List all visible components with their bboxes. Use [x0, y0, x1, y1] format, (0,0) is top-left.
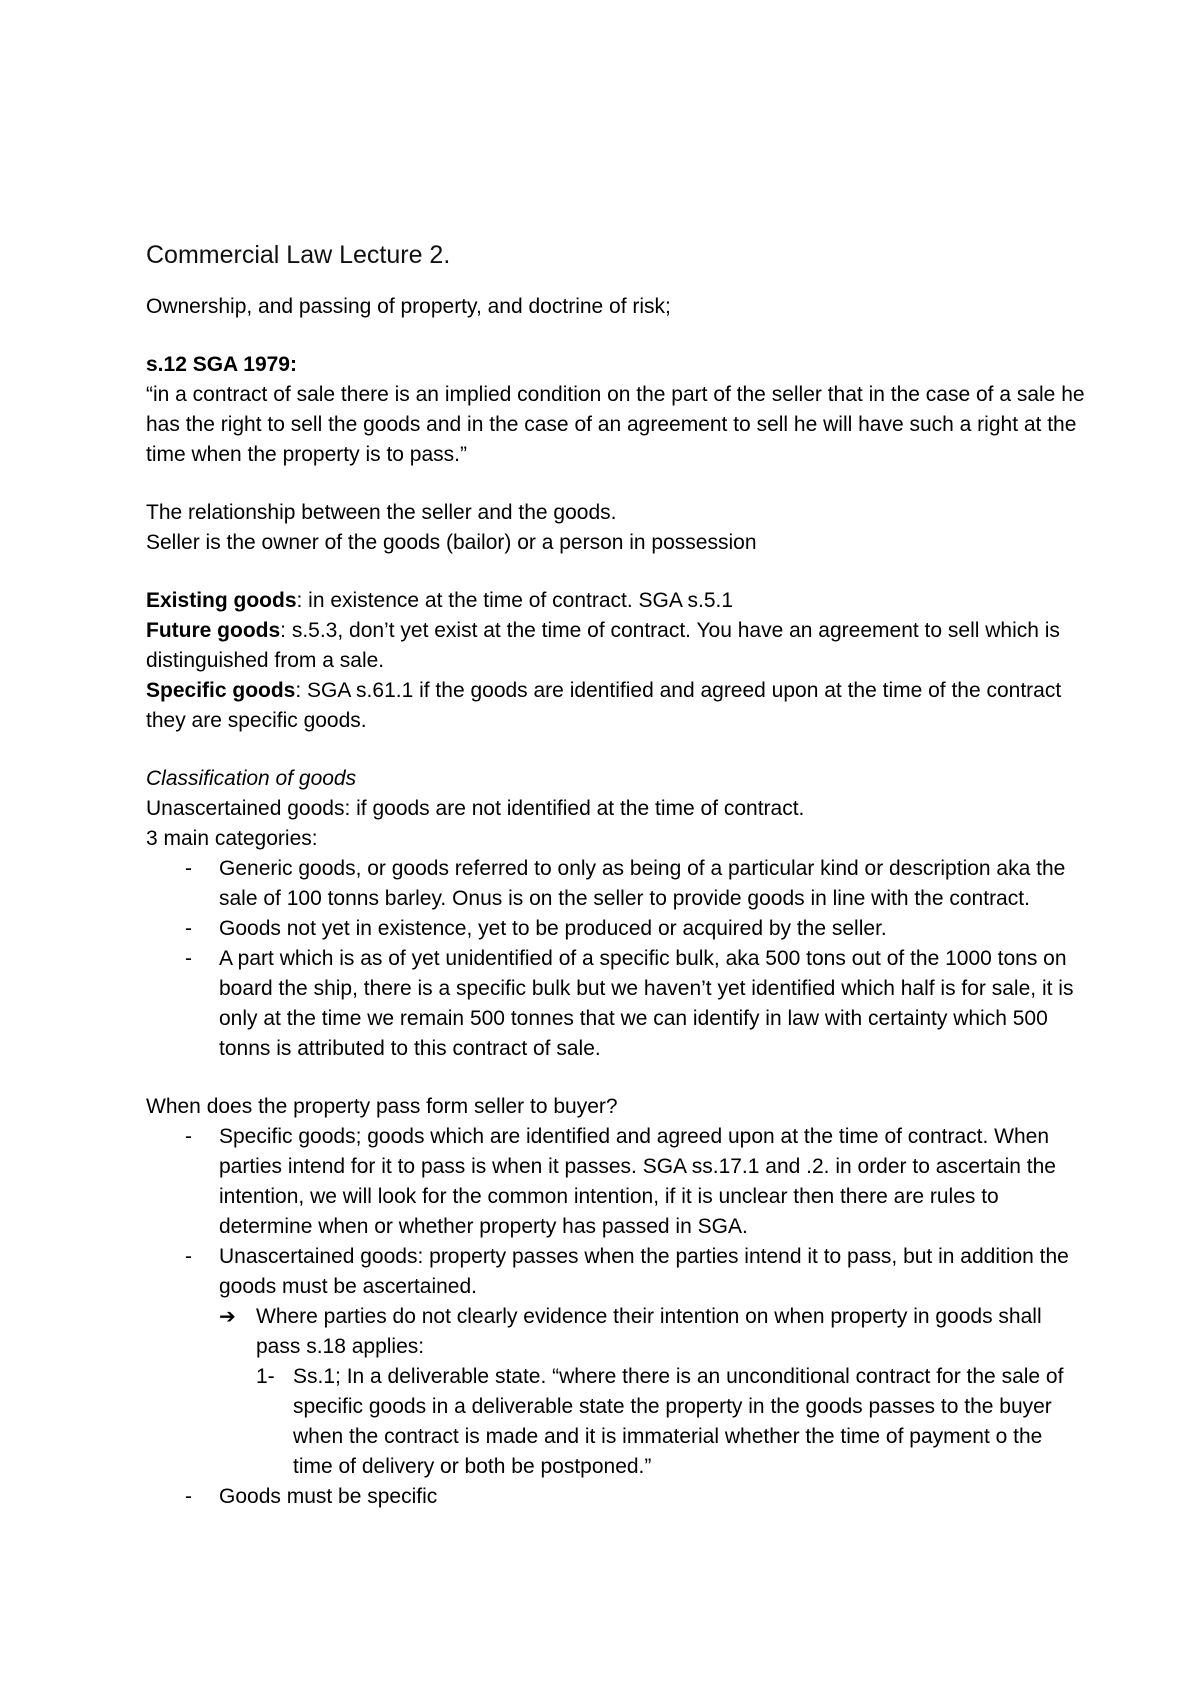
passing-list-continued: [146, 1482, 1086, 1512]
existing-goods-line: [146, 586, 1086, 616]
dash-marker: -: [185, 857, 192, 880]
dash-marker: -: [185, 947, 192, 970]
list-item: [146, 1242, 1086, 1302]
topic-line: Ownership, and passing of property, and doctrine of risk;: [146, 295, 671, 318]
document-body: [146, 240, 1086, 1512]
arrow-item-text: Where parties do not clearly evidence their intention on when property in goods shall pass s.18 applies:: [256, 1305, 1042, 1358]
list-item: [146, 854, 1086, 914]
list-item: [146, 1482, 1086, 1512]
list-item-text: Goods must be specific: [219, 1485, 438, 1508]
list-item-text: Specific goods; goods which are identified and agreed upon at the time of contract. When parties intend for it to pass is when it passes. SGA ss.17.1 and .2. in order to ascertain the intention, we will look for the common intention, if it is unclear then there are rules to determine when or whether property has passed in SGA.: [219, 1125, 1056, 1238]
numbered-list-item: [256, 1362, 1086, 1482]
list-item: [146, 914, 1086, 944]
categories-intro: 3 main categories:: [146, 827, 318, 850]
passing-section: [146, 1092, 1086, 1512]
arrow-list-item: [219, 1302, 1086, 1362]
future-goods-term: Future goods: [146, 619, 281, 642]
classification-section: [146, 764, 1086, 1064]
sga12-section: [146, 350, 1086, 470]
unascertained-definition: Unascertained goods: if goods are not identified at the time of contract.: [146, 797, 805, 820]
existing-goods-text: : in existence at the time of contract. SGA s.5.1: [296, 589, 734, 612]
specific-goods-term: Specific goods: [146, 679, 296, 702]
dash-marker: -: [185, 1125, 192, 1148]
list-item-text: Unascertained goods: property passes when the parties intend it to pass, but in addition the goods must be ascertained.: [219, 1245, 1069, 1298]
categories-list: [146, 854, 1086, 1064]
existing-goods-term: Existing goods: [146, 589, 297, 612]
passing-list: [146, 1122, 1086, 1302]
sga12-heading: s.12 SGA 1979:: [146, 353, 297, 376]
list-item-text: Generic goods, or goods referred to only as being of a particular kind or description aka the sale of 100 tonns barley. Onus is on the seller to provide goods in line with the contract.: [219, 857, 1066, 910]
future-goods-text: : s.5.3, don’t yet exist at the time of contract. You have an agreement to sell which is distinguished from a sale.: [146, 619, 1060, 672]
dash-marker: -: [185, 917, 192, 940]
list-item-text: A part which is as of yet unidentified of a specific bulk, aka 500 tons out of the 1000 tons on board the ship, there is a specific bulk but we haven’t yet identified which half is for sale, it is only at the time we remain 500 tonnes that we can identify in law with certainty which 500 tonns is attributed to this contract of sale.: [219, 947, 1074, 1060]
list-item-text: Goods not yet in existence, yet to be produced or acquired by the seller.: [219, 917, 887, 940]
future-goods-line: [146, 616, 1086, 676]
specific-goods-line: [146, 676, 1086, 736]
passing-question: When does the property pass form seller to buyer?: [146, 1095, 618, 1118]
list-item: [146, 944, 1086, 1064]
dash-marker: -: [185, 1245, 192, 1268]
list-item: [146, 1122, 1086, 1242]
specific-goods-text: : SGA s.61.1 if the goods are identified and agreed upon at the time of the contract they are specific goods.: [146, 679, 1062, 732]
sga12-quote: “in a contract of sale there is an implied condition on the part of the seller that in the case of a sale he has the right to sell the goods and in the case of an agreement to sell he will have such a right at the time when the property is to pass.”: [146, 383, 1085, 466]
numbered-item-text: Ss.1; In a deliverable state. “where there is an unconditional contract for the sale of specific goods in a deliverable state the property in the goods passes to the buyer when the contract is made and it is immaterial whether the time of payment o the time of delivery or both be postponed.”: [293, 1365, 1064, 1478]
number-marker: 1-: [256, 1365, 275, 1388]
dash-marker: -: [185, 1485, 192, 1508]
arrow-right-icon: ➔: [219, 1306, 236, 1328]
relationship-line-2: Seller is the owner of the goods (bailor) or a person in possession: [146, 531, 757, 554]
classification-heading: Classification of goods: [146, 767, 357, 790]
goods-types-section: [146, 586, 1086, 736]
relationship-section: [146, 498, 1086, 558]
page-title: Commercial Law Lecture 2.: [146, 241, 451, 269]
relationship-line-1: The relationship between the seller and the goods.: [146, 501, 617, 524]
